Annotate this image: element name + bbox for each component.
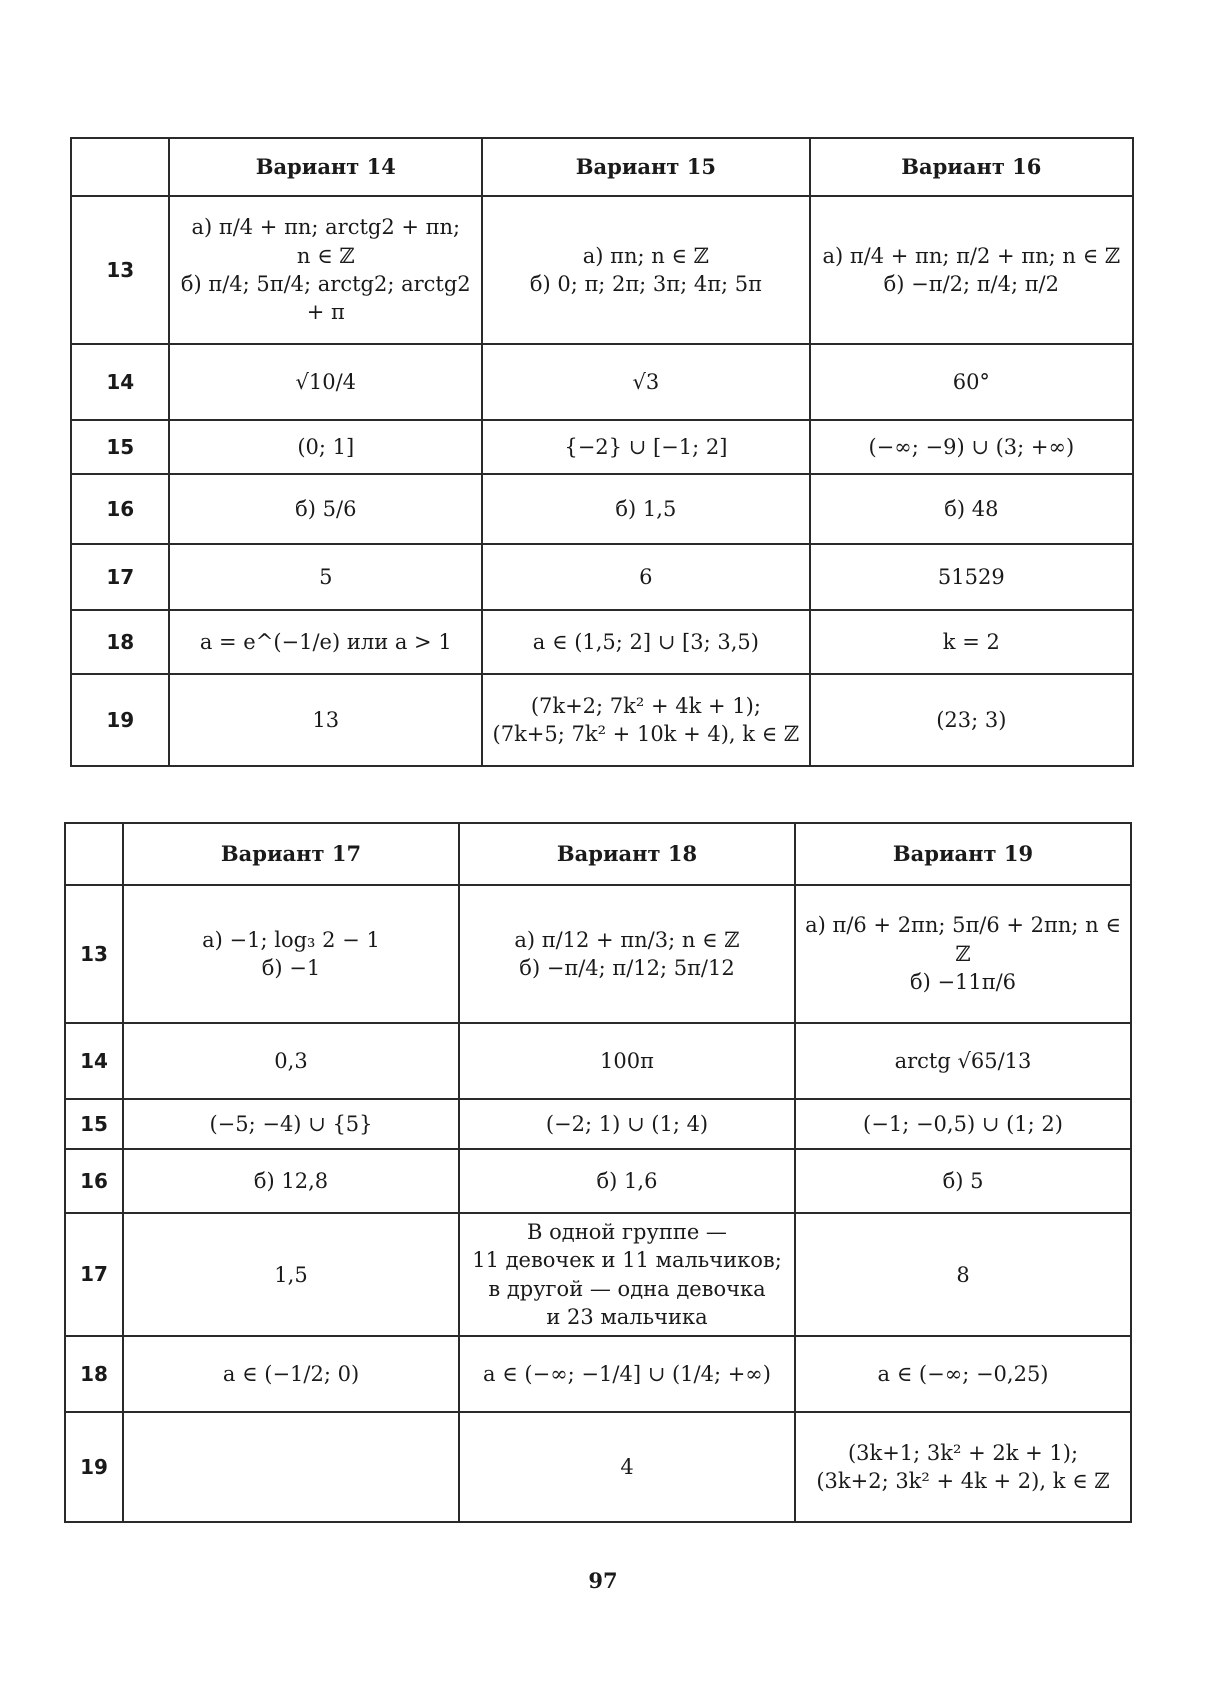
task-number: 17 xyxy=(71,544,169,610)
task-number: 17 xyxy=(65,1213,123,1336)
task-number: 15 xyxy=(71,420,169,474)
answer-cell: б) 1,6 xyxy=(459,1149,795,1213)
answer-cell: (−2; 1) ∪ (1; 4) xyxy=(459,1099,795,1149)
answer-cell: a ∈ (1,5; 2] ∪ [3; 3,5) xyxy=(482,610,810,674)
table-row xyxy=(71,544,1133,610)
answer-cell: (3k+1; 3k² + 2k + 1); (3k+2; 3k² + 4k + 2), k ∈ ℤ xyxy=(795,1412,1131,1522)
answer-cell: (−1; −0,5) ∪ (1; 2) xyxy=(795,1099,1131,1149)
answer-cell: (0; 1] xyxy=(169,420,482,474)
answer-cell: 13 xyxy=(169,674,482,766)
table-row xyxy=(71,674,1133,766)
answer-cell: √10/4 xyxy=(169,344,482,420)
answer-cell: 51529 xyxy=(810,544,1133,610)
table-row xyxy=(71,420,1133,474)
answer-cell: a ∈ (−∞; −0,25) xyxy=(795,1336,1131,1412)
answer-cell: б) 48 xyxy=(810,474,1133,544)
answer-cell: б) 1,5 xyxy=(482,474,810,544)
answer-cell: б) 5 xyxy=(795,1149,1131,1213)
header-corner-cell xyxy=(65,823,123,885)
answer-cell: a ∈ (−∞; −1/4] ∪ (1/4; +∞) xyxy=(459,1336,795,1412)
answer-cell: а) π/4 + πn; arctg2 + πn; n ∈ ℤ б) π/4; 5π/4; arctg2; arctg2 + π xyxy=(169,196,482,344)
table-row xyxy=(65,1149,1131,1213)
header-corner-cell xyxy=(71,138,169,196)
answer-cell: a ∈ (−1/2; 0) xyxy=(123,1336,459,1412)
task-number: 18 xyxy=(71,610,169,674)
task-number: 18 xyxy=(65,1336,123,1412)
answer-cell: (−5; −4) ∪ {5} xyxy=(123,1099,459,1149)
answer-cell: 100π xyxy=(459,1023,795,1099)
page-number: 97 xyxy=(588,1568,618,1593)
table-header-row xyxy=(71,138,1133,196)
answer-cell: б) 12,8 xyxy=(123,1149,459,1213)
header-variant-19: Вариант 19 xyxy=(795,823,1131,885)
answer-cell: a = e^(−1/e) или a > 1 xyxy=(169,610,482,674)
answer-cell: а) π/6 + 2πn; 5π/6 + 2πn; n ∈ ℤ б) −11π/6 xyxy=(795,885,1131,1023)
table-row xyxy=(71,610,1133,674)
answer-cell: k = 2 xyxy=(810,610,1133,674)
answer-table-variants-14-16 xyxy=(70,137,1134,767)
answer-cell: 4 xyxy=(459,1412,795,1522)
answer-cell: б) 5/6 xyxy=(169,474,482,544)
answer-table-variants-17-19 xyxy=(64,822,1132,1523)
table-row xyxy=(65,1336,1131,1412)
answer-cell: 5 xyxy=(169,544,482,610)
table-row xyxy=(65,885,1131,1023)
answer-cell: √3 xyxy=(482,344,810,420)
answer-cell: а) −1; log₃ 2 − 1 б) −1 xyxy=(123,885,459,1023)
answer-cell: 0,3 xyxy=(123,1023,459,1099)
task-number: 16 xyxy=(65,1149,123,1213)
answer-cell: 1,5 xyxy=(123,1213,459,1336)
answer-cell: (−∞; −9) ∪ (3; +∞) xyxy=(810,420,1133,474)
answer-cell: 6 xyxy=(482,544,810,610)
header-variant-14: Вариант 14 xyxy=(169,138,482,196)
answer-cell: а) π/12 + πn/3; n ∈ ℤ б) −π/4; π/12; 5π/12 xyxy=(459,885,795,1023)
table-row xyxy=(71,344,1133,420)
answer-cell: 60° xyxy=(810,344,1133,420)
header-variant-15: Вариант 15 xyxy=(482,138,810,196)
task-number: 13 xyxy=(71,196,169,344)
header-variant-18: Вариант 18 xyxy=(459,823,795,885)
task-number: 15 xyxy=(65,1099,123,1149)
task-number: 19 xyxy=(65,1412,123,1522)
answer-cell: arctg √65/13 xyxy=(795,1023,1131,1099)
table-row xyxy=(65,1412,1131,1522)
answer-cell: В одной группе — 11 девочек и 11 мальчиков; в другой — одна девочка и 23 мальчика xyxy=(459,1213,795,1336)
task-number: 14 xyxy=(65,1023,123,1099)
table-header-row xyxy=(65,823,1131,885)
header-variant-16: Вариант 16 xyxy=(810,138,1133,196)
answer-cell: а) π/4 + πn; π/2 + πn; n ∈ ℤ б) −π/2; π/4; π/2 xyxy=(810,196,1133,344)
answer-cell: {−2} ∪ [−1; 2] xyxy=(482,420,810,474)
answer-cell: а) πn; n ∈ ℤ б) 0; π; 2π; 3π; 4π; 5π xyxy=(482,196,810,344)
table-row xyxy=(71,474,1133,544)
task-number: 19 xyxy=(71,674,169,766)
task-number: 14 xyxy=(71,344,169,420)
answer-cell: (23; 3) xyxy=(810,674,1133,766)
answer-cell xyxy=(123,1412,459,1522)
answer-cell: 8 xyxy=(795,1213,1131,1336)
table-row xyxy=(65,1099,1131,1149)
table-row xyxy=(71,196,1133,344)
task-number: 16 xyxy=(71,474,169,544)
table-row xyxy=(65,1213,1131,1336)
header-variant-17: Вариант 17 xyxy=(123,823,459,885)
answer-cell: (7k+2; 7k² + 4k + 1); (7k+5; 7k² + 10k + 4), k ∈ ℤ xyxy=(482,674,810,766)
task-number: 13 xyxy=(65,885,123,1023)
table-row xyxy=(65,1023,1131,1099)
